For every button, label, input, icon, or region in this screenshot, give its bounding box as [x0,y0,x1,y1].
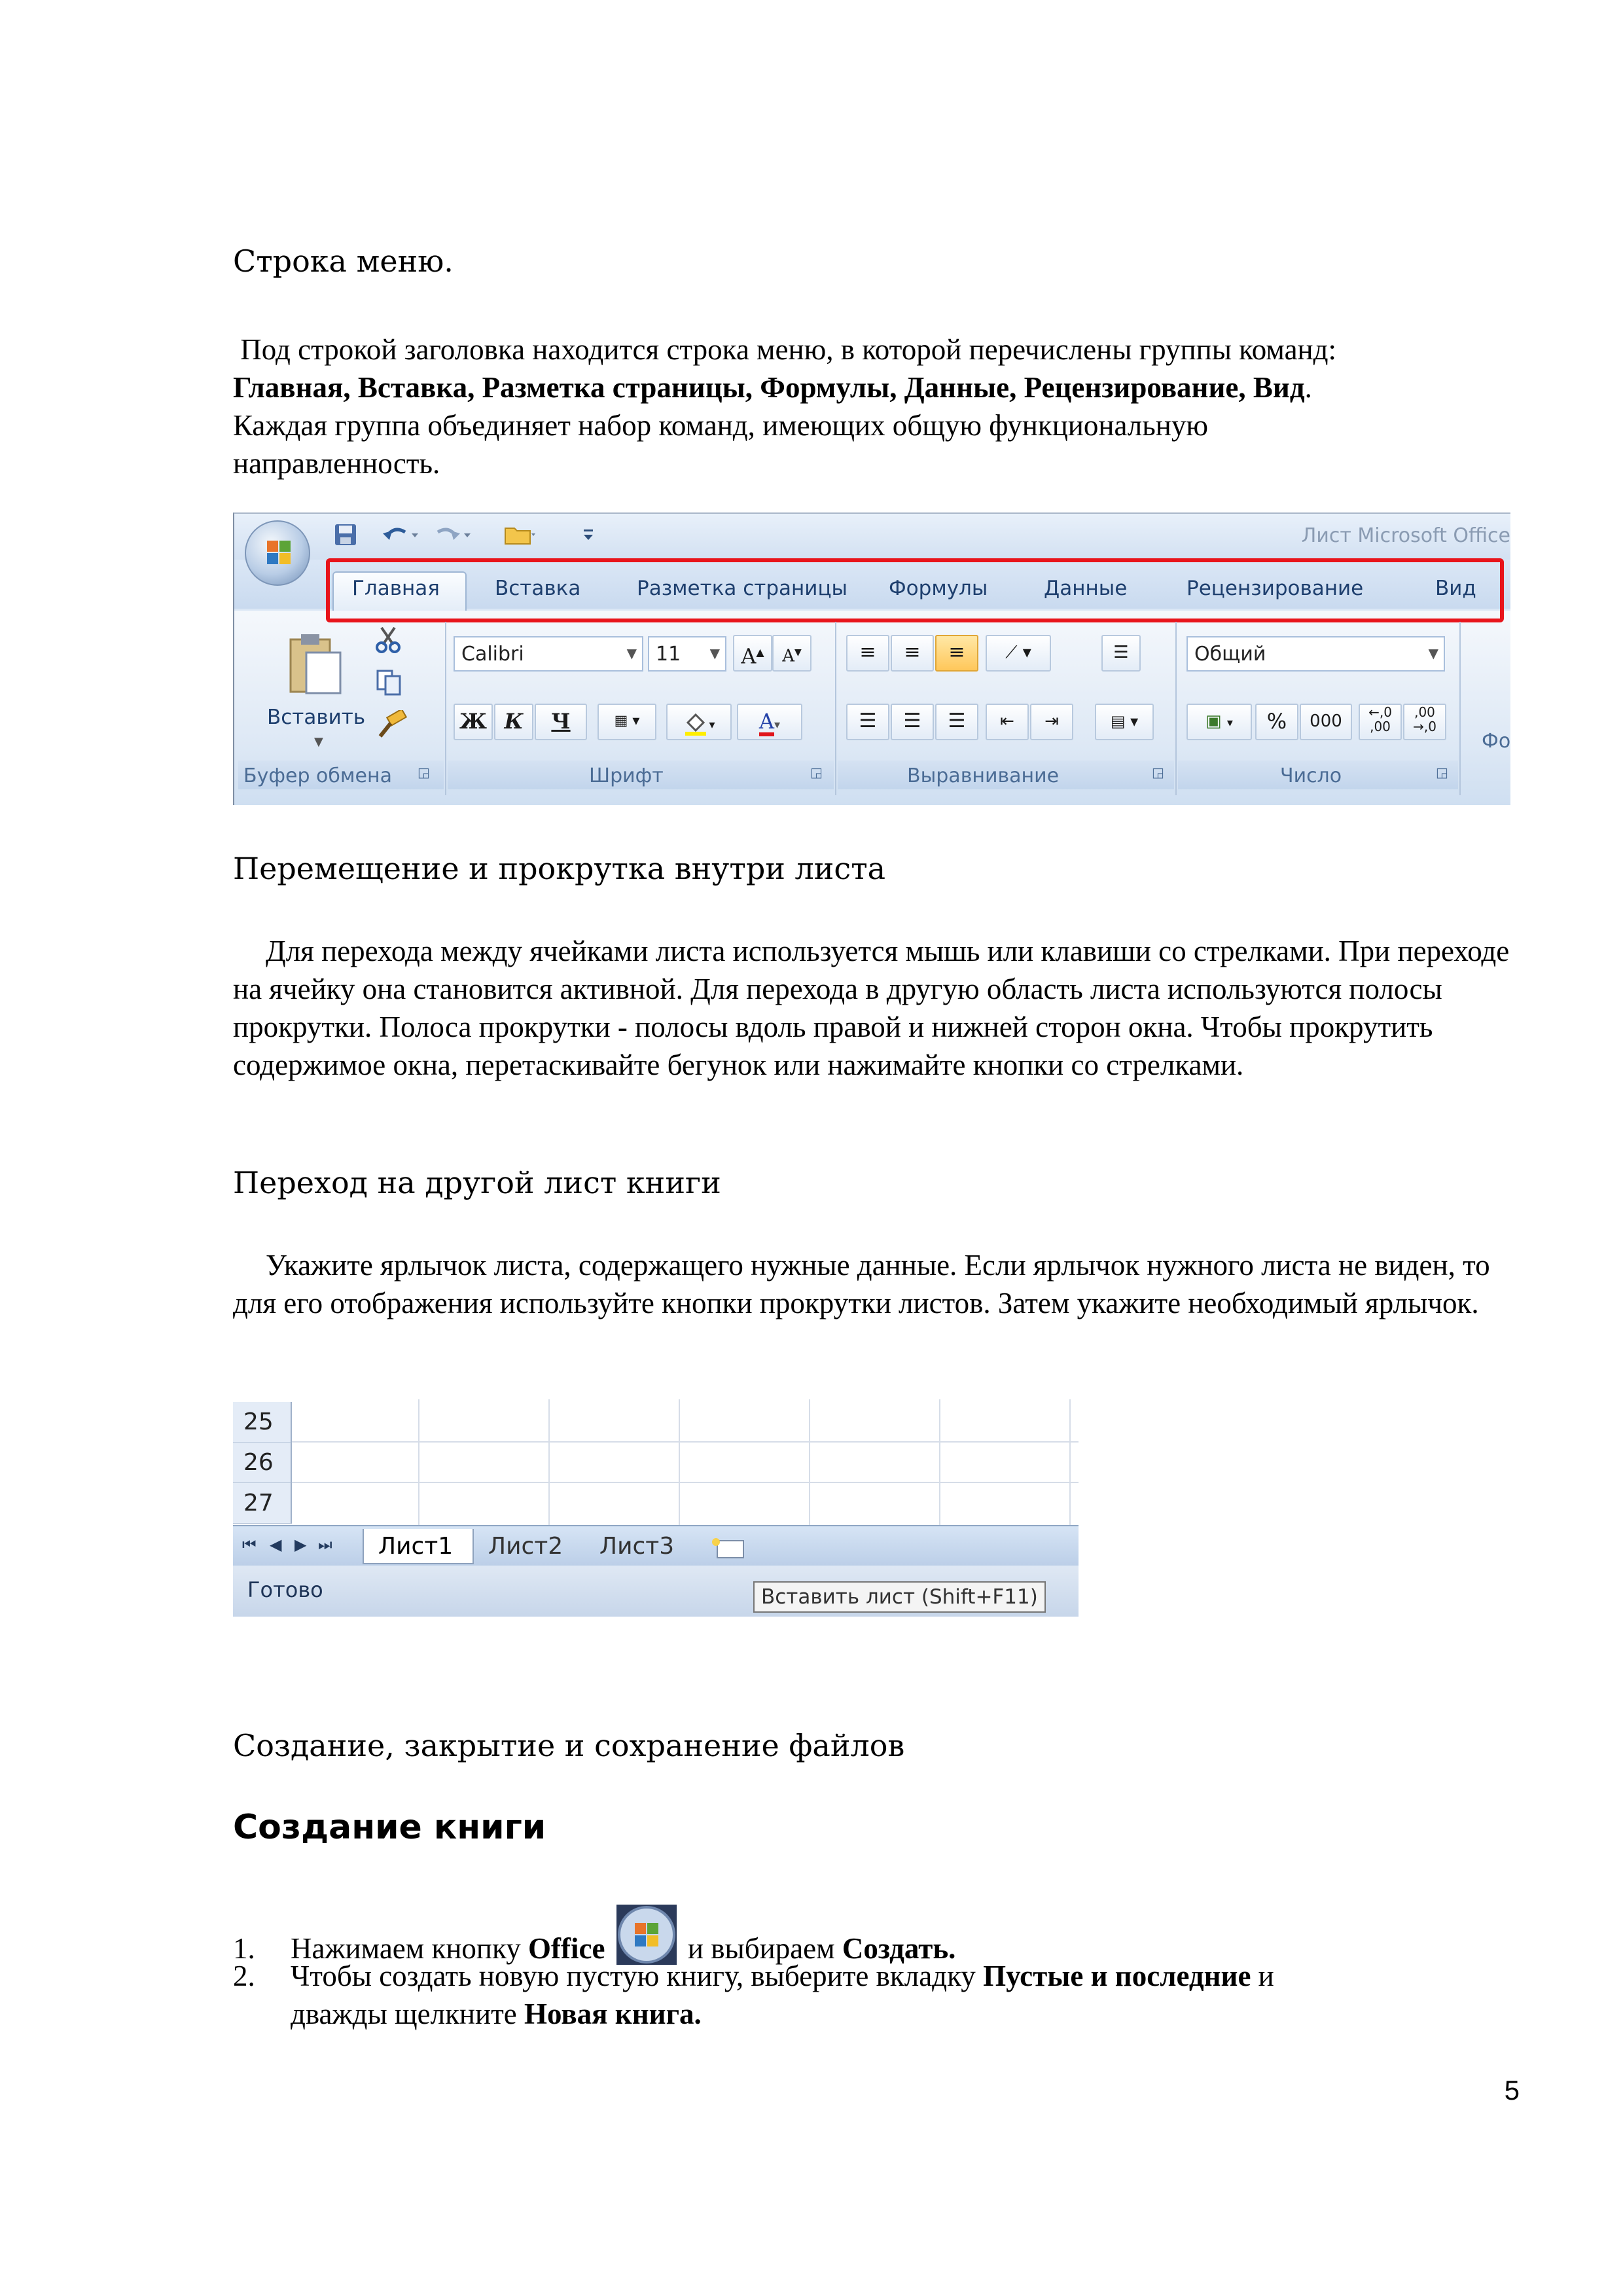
list-text: и [1251,1960,1274,1992]
menu-bar-paragraph [233,331,1516,482]
orientation-button[interactable]: ⟋ ▾ [986,635,1051,672]
list-text: дважды щелкните [291,1998,524,2030]
list-number: 1. [233,1932,255,1965]
grid-line [809,1399,810,1525]
font-color-button[interactable]: A▾ [737,704,802,740]
copy-icon[interactable] [375,668,404,700]
align-right-button[interactable]: ☰ [935,704,978,740]
list-item [233,1957,1274,2033]
office-logo-icon [266,539,292,565]
italic-button[interactable]: К [494,704,533,740]
section-heading-menu-bar: Строка меню. [233,243,454,279]
dialog-launcher-icon[interactable]: ◲ [1436,764,1448,780]
list-text: Нажимаем кнопку [291,1932,528,1965]
group-divider [1459,622,1461,795]
group-label-number: Число [1280,764,1342,787]
dialog-launcher-icon[interactable]: ◲ [1152,764,1164,780]
create-bold: Создать. [842,1932,956,1965]
font-name-combo[interactable] [454,636,643,672]
group-label-partial: Фо [1482,730,1510,753]
tab-home[interactable]: Главная [352,577,440,600]
align-middle-button[interactable]: ≡ [891,635,934,672]
wrap-text-button[interactable]: ☰ [1101,635,1141,672]
number-format-value: Общий [1194,643,1266,666]
undo-icon[interactable] [382,522,421,548]
chevron-down-icon: ▼ [1428,645,1438,661]
grid-line [548,1399,550,1525]
cut-icon[interactable] [375,625,401,656]
align-top-button[interactable]: ≡ [846,635,889,672]
next-sheet-icon[interactable]: ▶ [294,1535,307,1554]
sheet-switch-paragraph: Укажите ярлычок листа, содержащего нужные данные. Если ярлычок нужного листа не виден, то для его отображения используйте кнопки прокрутки листов. Затем укажите необходимый ярлычок. [233,1249,1490,1319]
format-painter-icon[interactable] [375,710,408,742]
grid-line [1069,1399,1071,1525]
blank-recent-bold: Пустые и последние [983,1960,1251,1992]
underline-button[interactable]: Ч [535,704,587,740]
open-folder-icon[interactable] [503,522,535,548]
redo-icon[interactable] [434,522,473,548]
sheet-tab-1[interactable]: Лист1 [363,1529,474,1564]
increease-indent-button[interactable]: ⇥ [1030,704,1073,740]
currency-button[interactable]: ▣ ▾ [1186,704,1252,740]
row-header[interactable]: 25 [233,1402,292,1443]
group-divider [445,622,446,795]
intro-text: Под строкой заголовка находится строка меню, в которой перечислены группы команд: [240,333,1337,366]
tab-list-bold: Главная, Вставка, Разметка страницы, Формулы, Данные, Рецензирование, Вид [233,371,1305,404]
grid-line [679,1399,680,1525]
insert-sheet-tooltip: Вставить лист (Shift+F11) [753,1581,1046,1613]
align-left-button[interactable]: ☰ [846,704,889,740]
fill-color-button[interactable]: ▾ [666,704,732,740]
rest-text: Каждая группа объединяет набор команд, имеющих общую функциональную направленность. [233,409,1208,480]
bold-button[interactable]: Ж [454,704,493,740]
align-center-button[interactable]: ☰ [891,704,934,740]
currency-icon: ▣ [1205,711,1222,731]
list-number: 2. [233,1960,255,1992]
list-text: Чтобы создать новую пустую книгу, выберите вкладку [291,1960,984,1992]
group-label-clipboard: Буфер обмена [243,764,392,787]
dialog-launcher-icon[interactable]: ◲ [418,764,430,780]
save-icon[interactable] [332,522,359,548]
decrease-indent-button[interactable]: ⇤ [986,704,1029,740]
window-title: Лист Microsoft Office [1301,524,1510,547]
chevron-down-icon: ▼ [709,645,720,661]
dialog-launcher-icon[interactable]: ◲ [810,764,823,780]
shrink-font-button[interactable]: A▼ [772,635,812,672]
paste-dropdown-icon[interactable]: ▼ [314,735,323,749]
align-bottom-button[interactable]: ≡ [935,635,978,672]
highlight-frame [326,558,1504,622]
prev-sheet-icon[interactable]: ◀ [270,1535,282,1554]
subheading-create-book: Создание книги [233,1808,546,1847]
percent-button[interactable]: % [1255,704,1298,740]
tab-review[interactable]: Рецензирование [1186,577,1364,600]
office-button[interactable] [245,520,310,586]
first-sheet-icon[interactable]: ⏮ [242,1535,257,1554]
thousands-button[interactable]: 000 [1300,704,1352,740]
insert-sheet-icon[interactable] [711,1537,747,1563]
tab-insert[interactable]: Вставка [495,577,581,600]
paste-button-label[interactable]: Вставить [267,706,366,729]
group-label-alignment: Выравнивание [907,764,1060,787]
font-name-value: Calibri [461,643,524,666]
chevron-down-icon: ▼ [626,645,637,661]
office-button-icon [616,1905,677,1965]
sheet-tab-2[interactable]: Лист2 [488,1533,563,1560]
sheet-tab-3[interactable]: Лист3 [599,1533,675,1560]
tab-view[interactable]: Вид [1435,577,1476,600]
row-header[interactable]: 26 [233,1443,292,1483]
grid-line [418,1399,419,1525]
tab-data[interactable]: Данные [1044,577,1128,600]
row-header[interactable]: 27 [233,1483,292,1524]
section-heading-files: Создание, закрытие и сохранение файлов [233,1728,905,1763]
status-text: Готово [247,1577,323,1602]
section-heading-navigation: Перемещение и прокрутка внутри листа [233,851,886,886]
merge-center-button[interactable]: ▤ ▾ [1095,704,1154,740]
page-number: 5 [1504,2075,1520,2106]
sheet-tabs-screenshot [233,1399,1079,1617]
customize-toolbar-icon[interactable] [581,522,597,548]
grid-line [292,1441,1079,1443]
decrease-decimal-button[interactable]: ,00 →,0 [1403,704,1446,740]
font-size-value: 11 [656,643,681,666]
grid-line [939,1399,940,1525]
section-heading-sheet-switch: Переход на другой лист книги [233,1165,721,1200]
last-sheet-icon[interactable]: ⏭ [318,1535,332,1554]
font-size-combo[interactable] [648,636,726,672]
group-divider [1175,622,1177,795]
increase-decimal-button[interactable]: ←,0 ,00 [1359,704,1402,740]
new-book-bold: Новая книга. [524,1998,702,2030]
period: . [1304,371,1312,404]
navigation-paragraph: Для перехода между ячейками листа используется мышь или клавиши со стрелками. При переходе на ячейку она становится активной. Для перехода в другую область листа используются полосы прокрутки. Полоса прокрутки - полосы вдоль правой и нижней сторон окна. Чтобы прокрутить содержимое окна, перетаскивайте бегунок или нажимайте кнопки со стрелками. [233,935,1510,1081]
tab-formulas[interactable]: Формулы [889,577,988,600]
fill-color-icon [683,709,709,736]
tab-page-layout[interactable]: Разметка страницы [637,577,848,600]
group-divider [835,622,836,795]
grow-font-button[interactable]: A▲ [733,635,772,672]
grid-line [292,1482,1079,1483]
number-format-combo[interactable] [1186,636,1445,672]
list-text: и выбираем [680,1932,842,1965]
group-label-font: Шрифт [589,764,664,787]
paste-icon[interactable] [287,630,346,698]
borders-button[interactable]: ▦ ▾ [597,704,656,740]
office-bold: Office [528,1932,605,1965]
ribbon-screenshot [233,512,1510,805]
